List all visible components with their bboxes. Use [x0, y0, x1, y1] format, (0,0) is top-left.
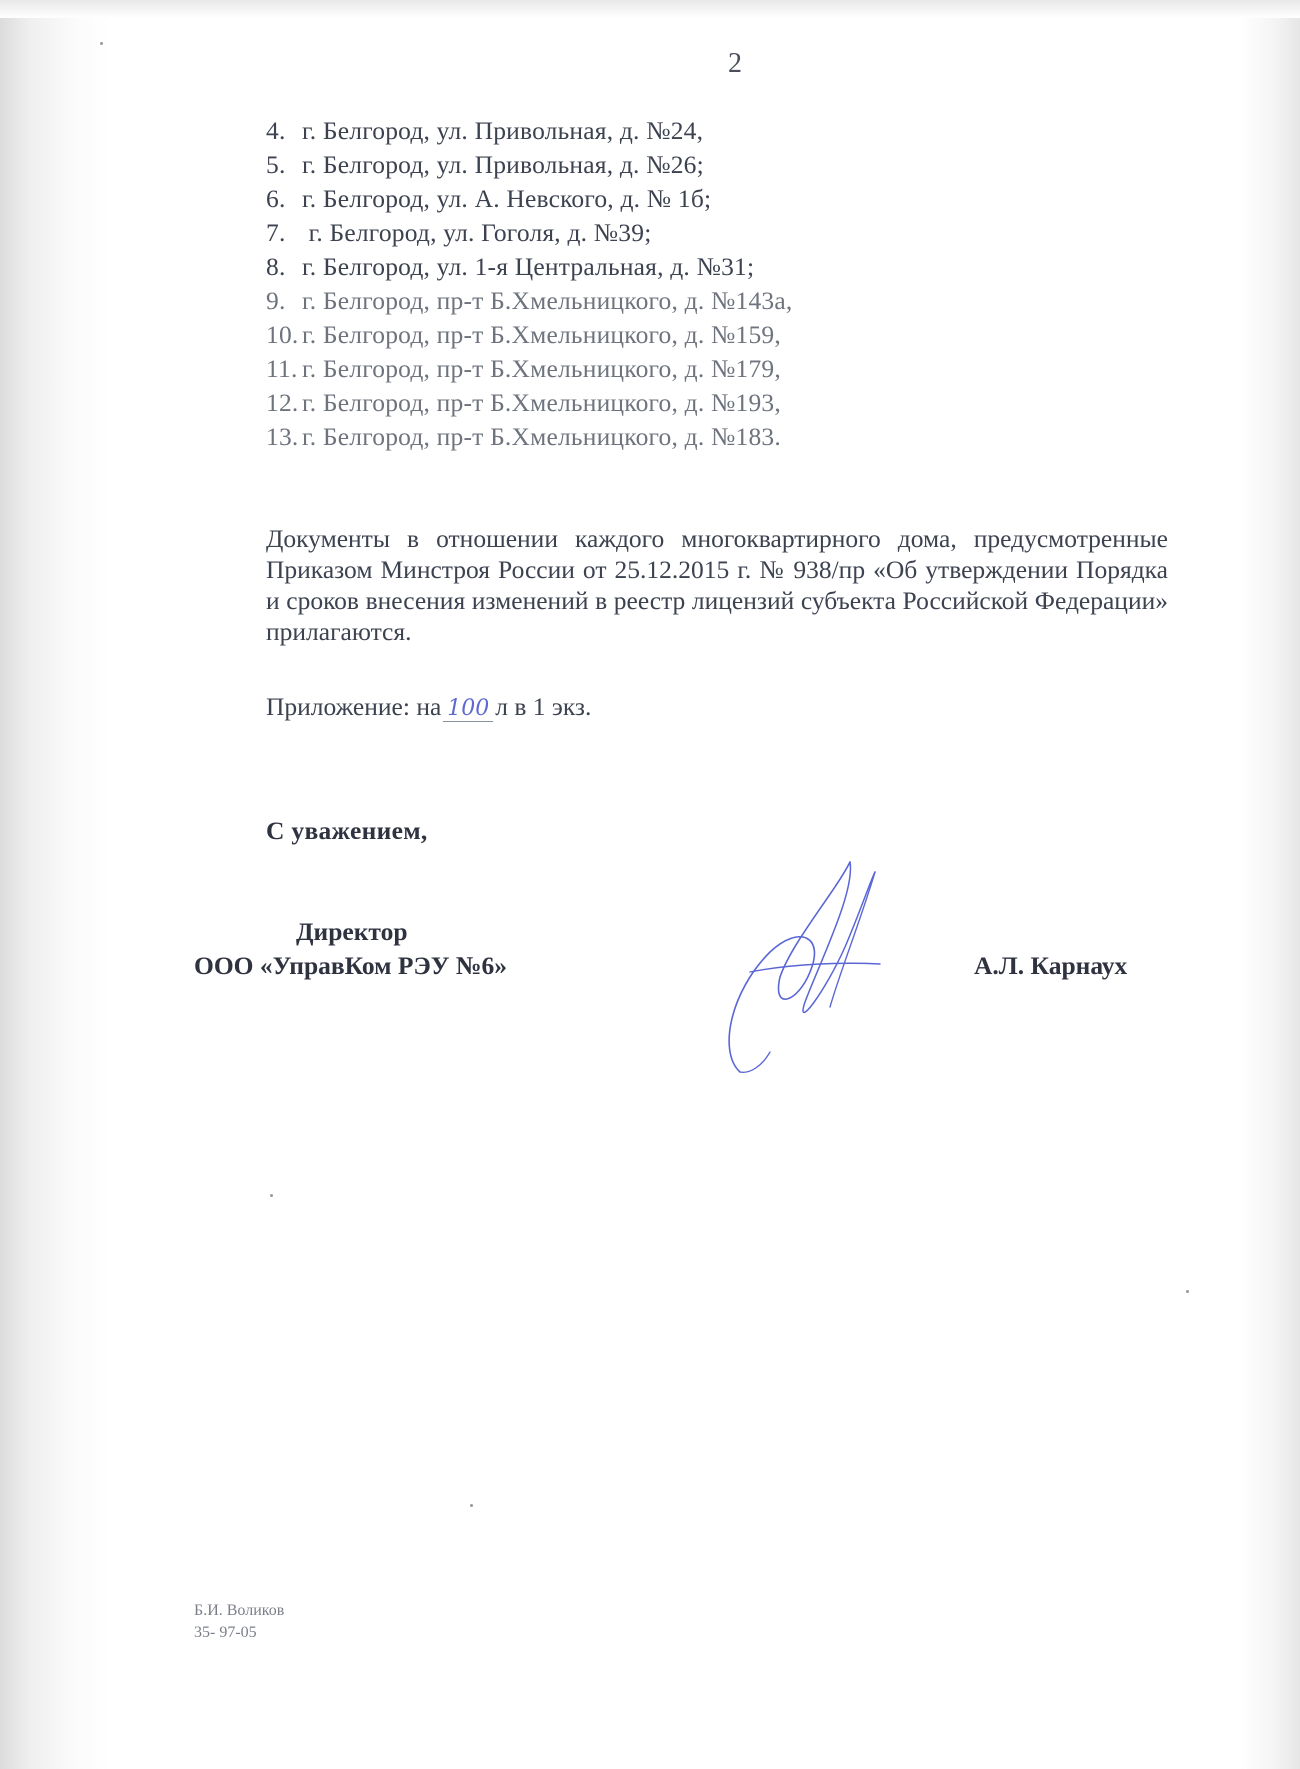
- scan-speck: [470, 1504, 473, 1507]
- list-item-number: 10.: [266, 320, 299, 349]
- signatory-position: Директор: [296, 917, 408, 946]
- scan-speck: [1186, 1290, 1189, 1293]
- attachment-page-count: 100: [443, 696, 493, 722]
- address-list: [266, 114, 792, 454]
- list-item: [266, 420, 792, 454]
- executor-name: Б.И. Воликов: [194, 1602, 285, 1619]
- scan-shadow-top: [0, 0, 1300, 18]
- list-item-text: г. Белгород, пр-т Б.Хмельницкого, д. №159,: [302, 320, 781, 349]
- signatory-organization: ООО «УправКом РЭУ №6»: [194, 951, 507, 980]
- list-item-number: 8.: [266, 252, 286, 281]
- list-item: [266, 182, 792, 216]
- list-item-text: г. Белгород, пр-т Б.Хмельницкого, д. №179,: [302, 354, 781, 383]
- list-item-number: 7.: [266, 218, 286, 247]
- list-item-number: 5.: [266, 150, 286, 179]
- list-item-text: г. Белгород, пр-т Б.Хмельницкого, д. №183.: [302, 422, 781, 451]
- executor-info: [194, 1600, 284, 1644]
- attachment-suffix: л в 1 экз.: [495, 692, 592, 721]
- list-item: [266, 216, 792, 250]
- list-item-text: г. Белгород, ул. Привольная, д. №24,: [302, 116, 704, 145]
- signatory-name: А.Л. Карнаух: [974, 951, 1128, 980]
- list-item: [266, 284, 792, 318]
- list-item-number: 13.: [266, 422, 299, 451]
- list-item-number: 6.: [266, 184, 286, 213]
- list-item: [266, 352, 792, 386]
- list-item: [266, 114, 792, 148]
- list-item-text: г. Белгород, пр-т Б.Хмельницкого, д. №193,: [302, 388, 781, 417]
- handwritten-signature: [710, 852, 970, 1082]
- list-item-text: г. Белгород, ул. Гоголя, д. №39;: [302, 218, 652, 247]
- attachment-prefix: Приложение: на: [266, 692, 442, 721]
- list-item-text: г. Белгород, пр-т Б.Хмельницкого, д. №143а,: [302, 286, 793, 315]
- list-item-text: г. Белгород, ул. Привольная, д. №26;: [302, 150, 704, 179]
- scan-shadow-left: [0, 0, 110, 1769]
- closing-salutation: С уважением,: [266, 816, 428, 845]
- attachment-line: [266, 692, 591, 722]
- scan-speck: [100, 42, 103, 45]
- executor-phone: 35- 97-05: [194, 1624, 257, 1641]
- list-item-number: 11.: [266, 354, 298, 383]
- page-number: 2: [728, 48, 742, 79]
- scan-speck: [270, 1194, 273, 1197]
- list-item-number: 9.: [266, 286, 286, 315]
- list-item-number: 4.: [266, 116, 286, 145]
- list-item-number: 12.: [266, 388, 299, 417]
- list-item: [266, 250, 792, 284]
- list-item: [266, 386, 792, 420]
- list-item: [266, 148, 792, 182]
- list-item-text: г. Белгород, ул. А. Невского, д. № 1б;: [302, 184, 712, 213]
- list-item-text: г. Белгород, ул. 1-я Центральная, д. №31;: [302, 252, 755, 281]
- documents-paragraph: Документы в отношении каждого многоквартирного дома, предусмотренные Приказом Минстроя России от 25.12.2015 г. № 938/пр «Об утверждении Порядка и сроков внесения изменений в реестр лицензий субъекта Российской Федерации» прилагаются.: [266, 524, 1168, 646]
- list-item: [266, 318, 792, 352]
- scan-shadow-right: [1240, 0, 1300, 1769]
